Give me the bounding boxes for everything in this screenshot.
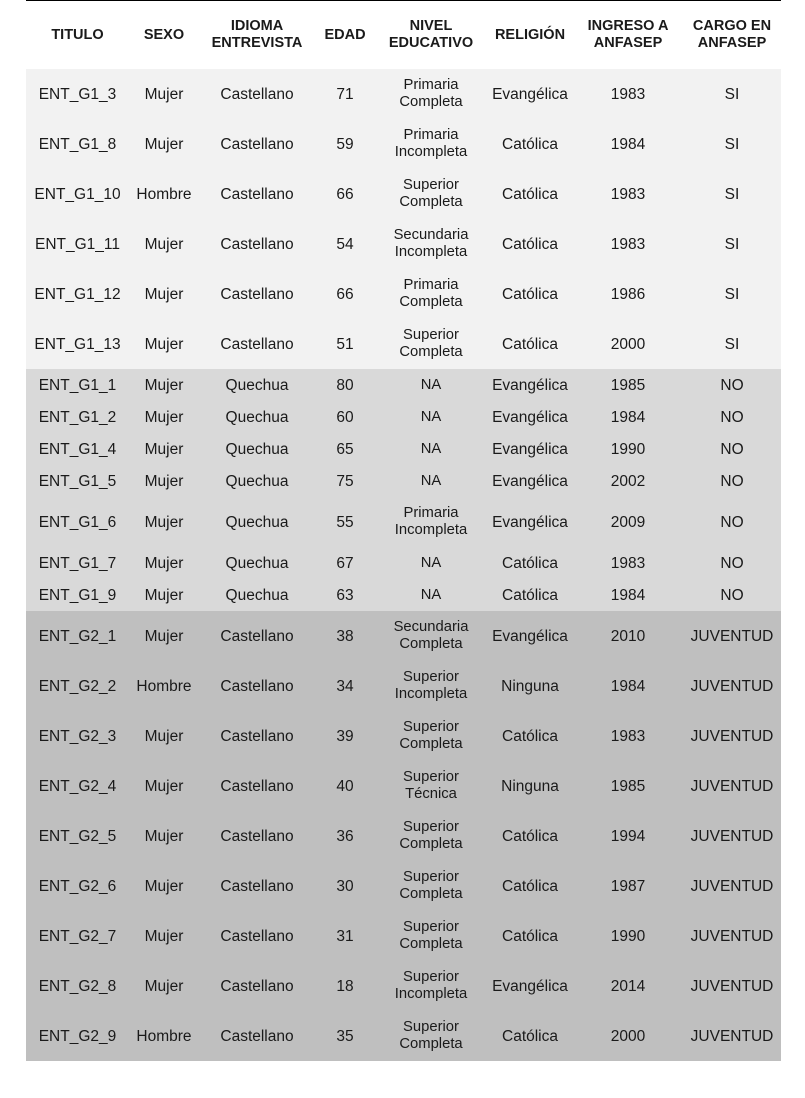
cell-edad: 55 (315, 497, 375, 547)
cell-ingreso: 1990 (573, 433, 683, 465)
cell-edad: 40 (315, 761, 375, 811)
header-cargo: CARGO EN ANFASEP (683, 1, 781, 70)
cell-religion: Evangélica (487, 369, 573, 401)
table-row (26, 433, 781, 465)
cell-titulo: ENT_G2_5 (26, 811, 129, 861)
table-header (26, 1, 781, 70)
cell-idioma: Castellano (199, 911, 315, 961)
table-row (26, 761, 781, 811)
cell-cargo: JUVENTUD (683, 711, 781, 761)
table-row (26, 547, 781, 579)
table-row (26, 69, 781, 119)
table-row (26, 711, 781, 761)
cell-idioma: Castellano (199, 119, 315, 169)
table-row (26, 169, 781, 219)
cell-nivel (375, 319, 487, 369)
cell-religion: Católica (487, 169, 573, 219)
cell-edad: 66 (315, 169, 375, 219)
cell-nivel (375, 661, 487, 711)
nivel-line-2: Completa (399, 344, 463, 360)
cell-sexo: Mujer (129, 69, 199, 119)
header-religion: RELIGIÓN (487, 1, 573, 70)
cell-nivel (375, 169, 487, 219)
nivel-line-1: Secundaria (393, 619, 469, 635)
cell-nivel (375, 433, 487, 465)
cell-idioma: Castellano (199, 661, 315, 711)
cell-religion: Evangélica (487, 401, 573, 433)
cell-ingreso: 1983 (573, 547, 683, 579)
nivel-line-2: Completa (399, 636, 463, 652)
nivel-line-1: Superior (403, 719, 459, 735)
table-row (26, 219, 781, 269)
table-row (26, 465, 781, 497)
cell-religion: Ninguna (487, 761, 573, 811)
table-row (26, 1011, 781, 1061)
nivel-line-1: Secundaria (393, 227, 469, 243)
cell-religion: Evangélica (487, 961, 573, 1011)
cell-sexo: Hombre (129, 661, 199, 711)
cell-titulo: ENT_G2_9 (26, 1011, 129, 1061)
cell-edad: 30 (315, 861, 375, 911)
header-edad: EDAD (315, 1, 375, 70)
cell-cargo: SI (683, 319, 781, 369)
nivel-line-1: Primaria (403, 77, 459, 93)
table-row (26, 861, 781, 911)
cell-titulo: ENT_G1_4 (26, 433, 129, 465)
cell-titulo: ENT_G1_8 (26, 119, 129, 169)
cell-idioma: Castellano (199, 219, 315, 269)
cell-cargo: NO (683, 369, 781, 401)
nivel-line-1: Superior (403, 327, 459, 343)
cell-titulo: ENT_G1_7 (26, 547, 129, 579)
cell-idioma: Quechua (199, 579, 315, 611)
cell-ingreso: 1985 (573, 369, 683, 401)
cell-cargo: NO (683, 433, 781, 465)
table-row (26, 401, 781, 433)
cell-ingreso: 1983 (573, 169, 683, 219)
cell-idioma: Castellano (199, 761, 315, 811)
cell-cargo: SI (683, 169, 781, 219)
nivel-line-1: Primaria (403, 127, 459, 143)
nivel-line-2: Completa (399, 1036, 463, 1052)
cell-nivel (375, 401, 487, 433)
cell-nivel (375, 465, 487, 497)
cell-ingreso: 1986 (573, 269, 683, 319)
cell-sexo: Mujer (129, 911, 199, 961)
cell-titulo: ENT_G1_5 (26, 465, 129, 497)
cell-idioma: Quechua (199, 433, 315, 465)
cell-edad: 67 (315, 547, 375, 579)
cell-titulo: ENT_G2_2 (26, 661, 129, 711)
cell-sexo: Mujer (129, 465, 199, 497)
cell-idioma: Quechua (199, 465, 315, 497)
cell-sexo: Mujer (129, 579, 199, 611)
cell-religion: Católica (487, 711, 573, 761)
cell-idioma: Castellano (199, 169, 315, 219)
cell-edad: 51 (315, 319, 375, 369)
cell-religion: Evangélica (487, 497, 573, 547)
cell-edad: 65 (315, 433, 375, 465)
cell-ingreso: 1984 (573, 401, 683, 433)
cell-ingreso: 1984 (573, 579, 683, 611)
nivel-line-2: Completa (399, 94, 463, 110)
cell-religion: Evangélica (487, 611, 573, 661)
header-titulo: TITULO (26, 1, 129, 70)
cell-religion: Católica (487, 319, 573, 369)
cell-idioma: Quechua (199, 369, 315, 401)
cell-edad: 36 (315, 811, 375, 861)
cell-religion: Católica (487, 861, 573, 911)
cell-titulo: ENT_G1_11 (26, 219, 129, 269)
cell-sexo: Hombre (129, 1011, 199, 1061)
cell-religion: Católica (487, 119, 573, 169)
cell-religion: Católica (487, 579, 573, 611)
nivel-line-1: Superior (403, 819, 459, 835)
cell-titulo: ENT_G2_4 (26, 761, 129, 811)
table-row (26, 369, 781, 401)
cell-ingreso: 2000 (573, 1011, 683, 1061)
cell-sexo: Mujer (129, 711, 199, 761)
nivel-line-1: NA (420, 554, 442, 571)
cell-idioma: Castellano (199, 69, 315, 119)
cell-sexo: Mujer (129, 319, 199, 369)
cell-idioma: Quechua (199, 497, 315, 547)
cell-edad: 71 (315, 69, 375, 119)
nivel-line-2: Completa (399, 936, 463, 952)
nivel-line-2: Completa (399, 886, 463, 902)
interview-table (26, 0, 781, 1061)
table-row (26, 319, 781, 369)
cell-ingreso: 2010 (573, 611, 683, 661)
cell-sexo: Mujer (129, 861, 199, 911)
cell-titulo: ENT_G1_1 (26, 369, 129, 401)
cell-idioma: Castellano (199, 319, 315, 369)
cell-ingreso: 2002 (573, 465, 683, 497)
cell-titulo: ENT_G2_6 (26, 861, 129, 911)
cell-nivel (375, 547, 487, 579)
nivel-line-1: Superior (403, 769, 459, 785)
cell-religion: Católica (487, 811, 573, 861)
cell-religion: Católica (487, 547, 573, 579)
nivel-line-1: NA (420, 472, 442, 489)
cell-cargo: JUVENTUD (683, 961, 781, 1011)
nivel-line-2: Completa (399, 836, 463, 852)
cell-religion: Católica (487, 219, 573, 269)
header-row (26, 1, 781, 70)
cell-religion: Evangélica (487, 465, 573, 497)
cell-edad: 54 (315, 219, 375, 269)
cell-religion: Católica (487, 911, 573, 961)
nivel-line-2: Completa (399, 294, 463, 310)
cell-religion: Católica (487, 269, 573, 319)
header-nivel: NIVEL EDUCATIVO (375, 1, 487, 70)
nivel-line-1: NA (420, 440, 442, 457)
table-row (26, 579, 781, 611)
cell-nivel (375, 579, 487, 611)
nivel-line-2: Incompleta (394, 144, 468, 160)
cell-sexo: Mujer (129, 761, 199, 811)
cell-nivel (375, 369, 487, 401)
table-row (26, 269, 781, 319)
interview-table-container (26, 0, 781, 1061)
cell-religion: Evangélica (487, 69, 573, 119)
cell-nivel (375, 711, 487, 761)
cell-cargo: NO (683, 579, 781, 611)
cell-ingreso: 1984 (573, 661, 683, 711)
cell-edad: 35 (315, 1011, 375, 1061)
cell-idioma: Castellano (199, 961, 315, 1011)
nivel-line-2: Incompleta (394, 686, 468, 702)
cell-ingreso: 1985 (573, 761, 683, 811)
cell-cargo: JUVENTUD (683, 911, 781, 961)
cell-edad: 75 (315, 465, 375, 497)
cell-titulo: ENT_G1_3 (26, 69, 129, 119)
cell-sexo: Mujer (129, 547, 199, 579)
cell-titulo: ENT_G2_7 (26, 911, 129, 961)
table-row (26, 119, 781, 169)
cell-idioma: Quechua (199, 547, 315, 579)
cell-titulo: ENT_G1_9 (26, 579, 129, 611)
cell-sexo: Mujer (129, 611, 199, 661)
cell-edad: 39 (315, 711, 375, 761)
nivel-line-1: Superior (403, 919, 459, 935)
cell-religion: Católica (487, 1011, 573, 1061)
table-row (26, 961, 781, 1011)
cell-titulo: ENT_G1_12 (26, 269, 129, 319)
nivel-line-1: Superior (403, 669, 459, 685)
cell-idioma: Castellano (199, 811, 315, 861)
cell-cargo: JUVENTUD (683, 611, 781, 661)
cell-ingreso: 1994 (573, 811, 683, 861)
cell-titulo: ENT_G1_13 (26, 319, 129, 369)
header-sexo: SEXO (129, 1, 199, 70)
cell-cargo: SI (683, 219, 781, 269)
nivel-line-1: Superior (403, 969, 459, 985)
cell-nivel (375, 811, 487, 861)
cell-ingreso: 1987 (573, 861, 683, 911)
cell-ingreso: 2014 (573, 961, 683, 1011)
nivel-line-1: Primaria (403, 505, 459, 521)
cell-ingreso: 1984 (573, 119, 683, 169)
cell-titulo: ENT_G2_8 (26, 961, 129, 1011)
cell-edad: 66 (315, 269, 375, 319)
cell-edad: 60 (315, 401, 375, 433)
cell-sexo: Mujer (129, 961, 199, 1011)
cell-religion: Evangélica (487, 433, 573, 465)
cell-ingreso: 1990 (573, 911, 683, 961)
table-row (26, 811, 781, 861)
nivel-line-1: Primaria (403, 277, 459, 293)
cell-cargo: SI (683, 269, 781, 319)
nivel-line-2: Técnica (405, 786, 457, 802)
nivel-line-1: Superior (403, 869, 459, 885)
cell-nivel (375, 119, 487, 169)
cell-idioma: Quechua (199, 401, 315, 433)
cell-ingreso: 1983 (573, 711, 683, 761)
cell-nivel (375, 961, 487, 1011)
cell-titulo: ENT_G1_6 (26, 497, 129, 547)
cell-sexo: Hombre (129, 169, 199, 219)
cell-sexo: Mujer (129, 269, 199, 319)
cell-edad: 18 (315, 961, 375, 1011)
cell-edad: 31 (315, 911, 375, 961)
cell-idioma: Castellano (199, 711, 315, 761)
cell-nivel (375, 911, 487, 961)
nivel-line-2: Incompleta (394, 244, 468, 260)
cell-cargo: NO (683, 497, 781, 547)
table-row (26, 611, 781, 661)
cell-cargo: NO (683, 465, 781, 497)
cell-nivel (375, 611, 487, 661)
header-ingreso: INGRESO A ANFASEP (573, 1, 683, 70)
cell-ingreso: 1983 (573, 69, 683, 119)
cell-sexo: Mujer (129, 811, 199, 861)
cell-titulo: ENT_G1_2 (26, 401, 129, 433)
table-row (26, 661, 781, 711)
nivel-line-1: NA (420, 586, 442, 603)
cell-nivel (375, 861, 487, 911)
cell-titulo: ENT_G1_10 (26, 169, 129, 219)
cell-cargo: JUVENTUD (683, 661, 781, 711)
cell-idioma: Castellano (199, 611, 315, 661)
cell-nivel (375, 219, 487, 269)
cell-religion: Ninguna (487, 661, 573, 711)
cell-ingreso: 1983 (573, 219, 683, 269)
cell-edad: 34 (315, 661, 375, 711)
cell-edad: 63 (315, 579, 375, 611)
cell-ingreso: 2000 (573, 319, 683, 369)
nivel-line-2: Incompleta (394, 522, 468, 538)
cell-sexo: Mujer (129, 497, 199, 547)
cell-cargo: SI (683, 119, 781, 169)
cell-nivel (375, 69, 487, 119)
cell-sexo: Mujer (129, 401, 199, 433)
cell-cargo: JUVENTUD (683, 811, 781, 861)
cell-titulo: ENT_G2_3 (26, 711, 129, 761)
cell-titulo: ENT_G2_1 (26, 611, 129, 661)
cell-idioma: Castellano (199, 861, 315, 911)
cell-cargo: NO (683, 547, 781, 579)
cell-idioma: Castellano (199, 269, 315, 319)
cell-edad: 59 (315, 119, 375, 169)
cell-idioma: Castellano (199, 1011, 315, 1061)
cell-nivel (375, 1011, 487, 1061)
nivel-line-2: Completa (399, 194, 463, 210)
cell-cargo: SI (683, 69, 781, 119)
cell-ingreso: 2009 (573, 497, 683, 547)
cell-edad: 80 (315, 369, 375, 401)
header-idioma: IDIOMA ENTREVISTA (199, 1, 315, 70)
cell-nivel (375, 761, 487, 811)
nivel-line-1: Superior (403, 1019, 459, 1035)
nivel-line-1: Superior (403, 177, 459, 193)
cell-sexo: Mujer (129, 119, 199, 169)
nivel-line-1: NA (420, 376, 442, 393)
cell-sexo: Mujer (129, 219, 199, 269)
nivel-line-2: Completa (399, 736, 463, 752)
table-body (26, 69, 781, 1061)
cell-cargo: JUVENTUD (683, 1011, 781, 1061)
cell-edad: 38 (315, 611, 375, 661)
cell-cargo: NO (683, 401, 781, 433)
cell-nivel (375, 497, 487, 547)
nivel-line-2: Incompleta (394, 986, 468, 1002)
table-row (26, 911, 781, 961)
nivel-line-1: NA (420, 408, 442, 425)
cell-nivel (375, 269, 487, 319)
table-row (26, 497, 781, 547)
cell-sexo: Mujer (129, 369, 199, 401)
cell-cargo: JUVENTUD (683, 761, 781, 811)
cell-sexo: Mujer (129, 433, 199, 465)
cell-cargo: JUVENTUD (683, 861, 781, 911)
